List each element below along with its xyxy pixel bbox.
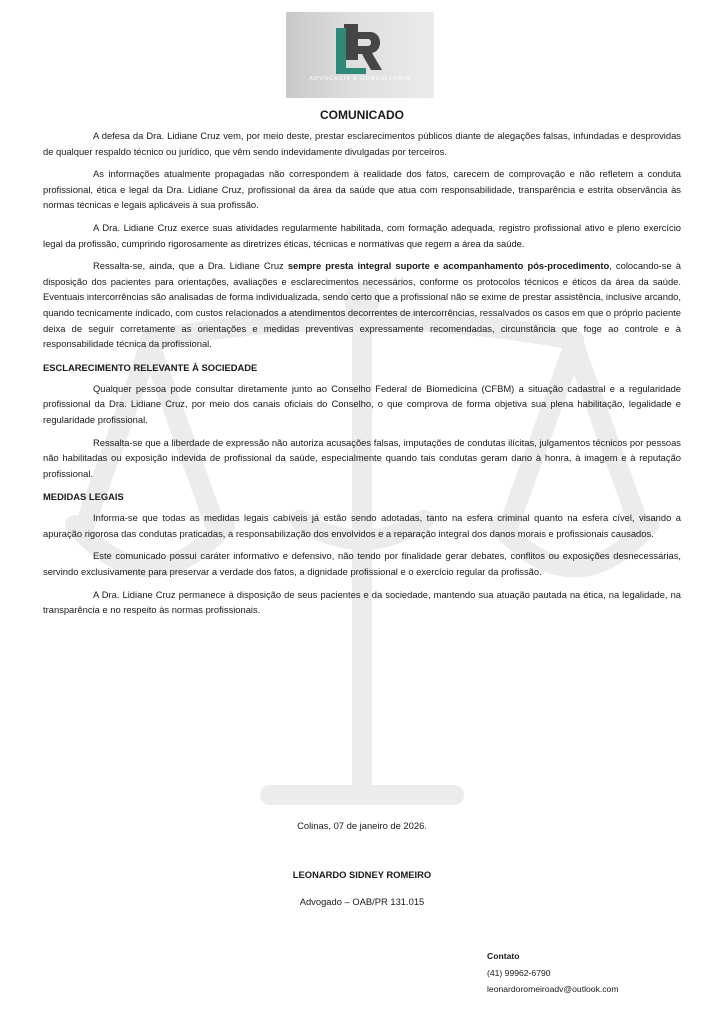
support-text-end: , colocando-se à disposição dos pacientes para orientações, avaliações e esclarecimentos necessários, conforme os protocolos técnicos e éticos da área da saúde. Eventuais intercorrências são analisadas de forma individualizada, sendo certo que a profissional não se exime de prestar assistência, inclusive arcando, quando tecnicamente indicado, com custos relacionados a atendimentos decorrentes de intercorrências, ressalvados os casos em que o próprio paciente deixa de seguir corretamente as orientações e medidas preventivas expressamente recomendadas, circunstância que foge ao controle e à responsabilidade técnica da profissional. — [43, 260, 681, 350]
statement-body — [43, 128, 681, 625]
legal-measures-paragraph: Informa-se que todas as medidas legais cabíveis já estão sendo adotadas, tanto na esfera criminal quanto na esfera cível, visando a apuração rigorosa das condutas praticadas, a responsabilização dos envolvidos e a reparação integral dos danos morais e profissionais causados. — [43, 512, 681, 539]
qualification-paragraph: A Dra. Lidiane Cruz exerce suas atividades regularmente habilitada, com formação adequada, registro profissional ativo e pleno exercício legal da profissão, cumprindo rigorosamente as diretrizes éticas, técnicas e normativas que regem a área da saúde. — [43, 221, 681, 249]
facts-paragraph: As informações atualmente propagadas não correspondem à realidade dos fatos, carecem de comprovação e não refletem a conduta profissional, ética e legal da Dra. Lidiane Cruz, profissional da área da saúde que atua com responsabilidade, transparência e estrita observância às normas técnicas e legais aplicáveis à sua profissão. — [43, 168, 681, 211]
contact-block — [487, 948, 619, 998]
support-highlight: sempre presta integral suporte e acompanhamento pós-procedimento — [287, 260, 610, 272]
section-heading-clarification: ESCLARECIMENTO RELEVANTE À SOCIEDADE — [43, 361, 258, 373]
section-heading-legal-measures: MEDIDAS LEGAIS — [43, 491, 124, 503]
intro-paragraph: A defesa da Dra. Lidiane Cruz vem, por meio deste, prestar esclarecimentos públicos diante de alegações falsas, infundadas e desprovidas de qualquer respaldo técnico ou jurídico, que vêm sendo indevidamente divulgadas por terceiros. — [43, 130, 681, 157]
law-firm-logo — [286, 12, 434, 98]
free-speech-paragraph: Ressalta-se que a liberdade de expressão não autoriza acusações falsas, imputações de condutas ilícitas, julgamentos técnicos por pessoas não habilitadas ou exposição indevida de profissional da saúde, especialmente quando tais condutas geram dano à honra, à imagem e à reputação profissional. — [43, 436, 681, 479]
support-text-start: Ressalta-se, ainda, que a Dra. Lidiane Cruz — [93, 260, 288, 272]
support-paragraph — [43, 258, 681, 352]
contact-title: Contato — [487, 951, 520, 961]
contact-phone: (41) 99962-6790 — [487, 967, 551, 978]
availability-paragraph: A Dra. Lidiane Cruz permanece à disposição de seus pacientes e da sociedade, mantendo sua atuação pautada na ética, na legalidade, na transparência e no respeito às normas profissionais. — [43, 588, 681, 616]
signer-name: LEONARDO SIDNEY ROMEIRO — [292, 869, 432, 880]
place-date: Colinas, 07 de janeiro de 2026. — [297, 820, 427, 831]
logo-tagline: ADVOCACIA E CONSULTORIA — [309, 76, 411, 82]
cfbm-paragraph: Qualquer pessoa pode consultar diretamente junto ao Conselho Federal de Biomedicina (CFBM) a situação cadastral e a regularidade profissional da Dra. Lidiane Cruz, por meio dos canais oficiais do Conselho, o que comprova de forma objetiva sua plena habilitação, legalidade e regularidade profissional. — [43, 382, 681, 425]
law-firm-monogram-logo — [332, 24, 388, 76]
purpose-paragraph: Este comunicado possui caráter informativo e defensivo, não tendo por finalidade gerar debates, conflitos ou exposições desnecessárias, servindo exclusivamente para preservar a verdade dos fatos, a dignidade profissional e o exercício regular da profissão. — [43, 550, 681, 578]
page-title: COMUNICADO — [320, 108, 404, 122]
contact-email: leonardoromeiroadv@outlook.com — [487, 984, 619, 994]
signer-role: Advogado – OAB/PR 131.015 — [299, 896, 425, 907]
